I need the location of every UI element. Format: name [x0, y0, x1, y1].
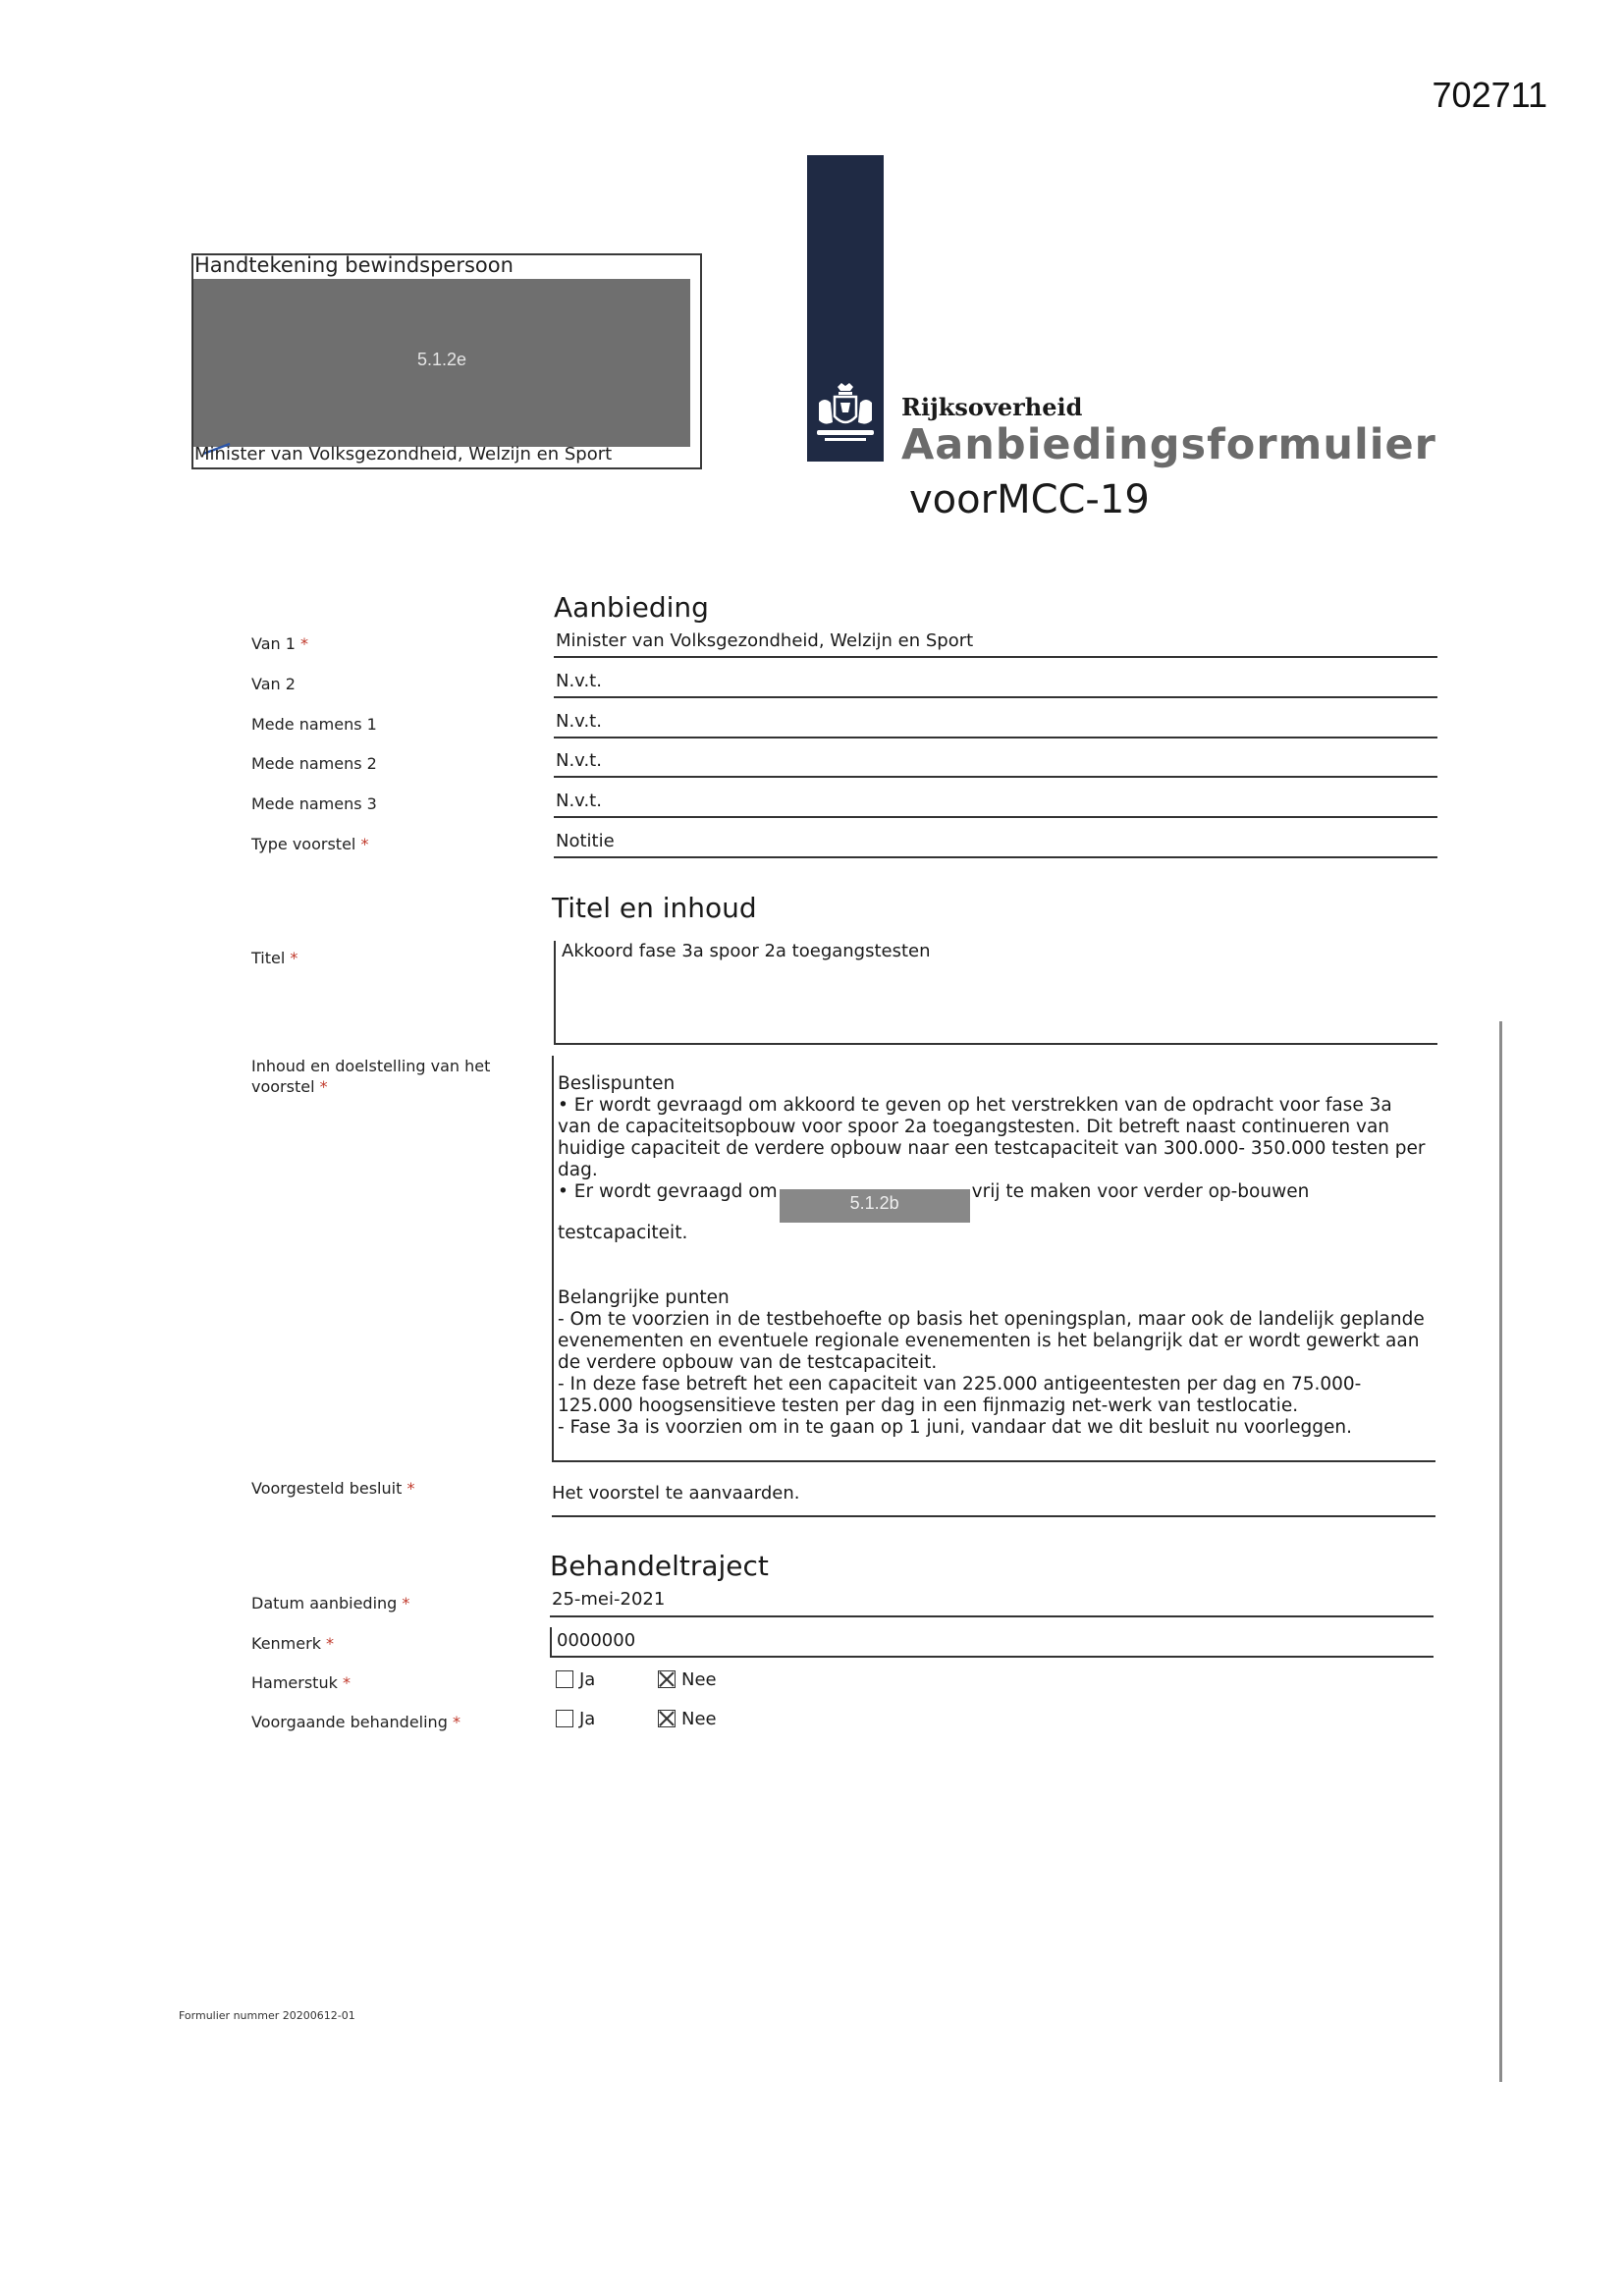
value-datum-aanbieding[interactable]: 25-mei-2021: [552, 1589, 666, 1610]
value-type-voorstel[interactable]: Notitie: [556, 831, 615, 851]
inline-redaction: 5.1.2b: [780, 1189, 970, 1223]
titel-box-left: [554, 941, 556, 1043]
label-mede-namens-1: Mede namens 1: [251, 715, 377, 734]
label-type-voorstel: Type voorstel *: [251, 835, 369, 853]
field-underline: [554, 816, 1437, 818]
field-underline: [554, 696, 1437, 698]
label-mede-namens-3: Mede namens 3: [251, 794, 377, 813]
section-heading-aanbieding: Aanbieding: [554, 591, 709, 624]
hamerstuk-ja[interactable]: Ja: [556, 1669, 595, 1690]
signature-redaction-code: 5.1.2e: [416, 350, 467, 369]
document-number: 702711: [1432, 75, 1547, 115]
beslispunt-1: • Er wordt gevraagd om akkoord te geven op het verstrekken van de opdracht voor fase 3a van de capaciteitsopbouw voor spoor 2a toegangstesten. Dit betreft naast continueren van huidige capaciteit de verdere opbouw naar een testcapaciteit van 300.000- 350.000 testen per dag.: [558, 1095, 1426, 1180]
label-mede-namens-2: Mede namens 2: [251, 754, 377, 773]
field-underline: [554, 1043, 1437, 1045]
label-van-2: Van 2: [251, 675, 296, 693]
field-underline: [552, 1460, 1435, 1462]
checkbox-hamerstuk-ja[interactable]: [556, 1670, 573, 1688]
field-underline: [550, 1656, 1434, 1658]
value-voorgesteld-besluit[interactable]: Het voorstel te aanvaarden.: [552, 1483, 800, 1503]
beslispunten-heading: Beslispunten: [558, 1073, 676, 1094]
value-van-2[interactable]: N.v.t.: [556, 671, 602, 691]
belangrijk-heading: Belangrijke punten: [558, 1287, 730, 1308]
value-titel[interactable]: Akkoord fase 3a spoor 2a toegangstesten: [562, 941, 931, 961]
value-mede-namens-2[interactable]: N.v.t.: [556, 750, 602, 771]
beslispunt-2-cont: testcapaciteit.: [558, 1223, 688, 1243]
voorgaande-ja[interactable]: Ja: [556, 1709, 595, 1729]
label-van-1: Van 1 *: [251, 634, 309, 653]
signature-footer: Minister van Volksgezondheid, Welzijn en Sport: [194, 444, 613, 465]
section-heading-titel-inhoud: Titel en inhoud: [552, 892, 757, 924]
section-heading-behandeltraject: Behandeltraject: [550, 1550, 769, 1582]
field-underline: [554, 776, 1437, 778]
label-voorgesteld-besluit: Voorgesteld besluit *: [251, 1479, 415, 1498]
field-underline: [554, 856, 1437, 858]
field-underline: [552, 1515, 1435, 1517]
field-underline: [554, 656, 1437, 658]
checkbox-voorgaande-nee[interactable]: [658, 1710, 676, 1727]
value-kenmerk[interactable]: 0000000: [557, 1630, 636, 1651]
label-voorgaande-behandeling: Voorgaande behandeling *: [251, 1713, 460, 1731]
form-title: Aanbiedingsformulier: [901, 420, 1436, 469]
label-kenmerk: Kenmerk *: [251, 1634, 335, 1653]
checkbox-hamerstuk-nee[interactable]: [658, 1670, 676, 1688]
inhoud-text[interactable]: [558, 1073, 1441, 1439]
beslispunt-2: • Er wordt gevraagd om5.1.2bvrij te maken voor verder op-bouwen: [558, 1181, 1441, 1223]
label-titel: Titel *: [251, 949, 298, 967]
value-mede-namens-3[interactable]: N.v.t.: [556, 791, 602, 811]
form-subtitle: voorMCC-19: [909, 477, 1150, 522]
form-number: Formulier nummer 20200612-01: [179, 2009, 355, 2022]
hamerstuk-nee[interactable]: Nee: [658, 1669, 717, 1690]
kenmerk-box-left: [550, 1627, 552, 1657]
belangrijk-text: - Om te voorzien in de testbehoefte op basis het openingsplan, maar ook de landelijk geplande evenementen en eventuele regionale evenementen is het belangrijk dat er wordt gewerkt aan de verdere opbouw van de testcapaciteit. - In deze fase betreft het een capaciteit van 225.000 antigeentesten per dag en 75.000- 125.000 hoogsensitieve testen per dag in een fijnmazig net-werk van testlocatie. - Fase 3a is voorzien om in te gaan op 1 juni, vandaar dat we dit besluit nu voorleggen.: [558, 1309, 1425, 1438]
checkbox-voorgaande-ja[interactable]: [556, 1710, 573, 1727]
label-datum-aanbieding: Datum aanbieding *: [251, 1594, 410, 1613]
label-inhoud: Inhoud en doelstelling van het voorstel *: [251, 1057, 491, 1096]
inhoud-box-left: [552, 1056, 554, 1460]
field-underline: [550, 1615, 1434, 1617]
crest-icon: [811, 381, 880, 448]
scan-page-edge: [1499, 1021, 1502, 2082]
voorgaande-nee[interactable]: Nee: [658, 1709, 717, 1729]
value-van-1[interactable]: Minister van Volksgezondheid, Welzijn en Sport: [556, 630, 974, 651]
signature-title: Handtekening bewindspersoon: [194, 253, 514, 277]
value-mede-namens-1[interactable]: N.v.t.: [556, 711, 602, 732]
field-underline: [554, 737, 1437, 738]
label-hamerstuk: Hamerstuk *: [251, 1673, 351, 1692]
org-name: Rijksoverheid: [901, 393, 1083, 421]
